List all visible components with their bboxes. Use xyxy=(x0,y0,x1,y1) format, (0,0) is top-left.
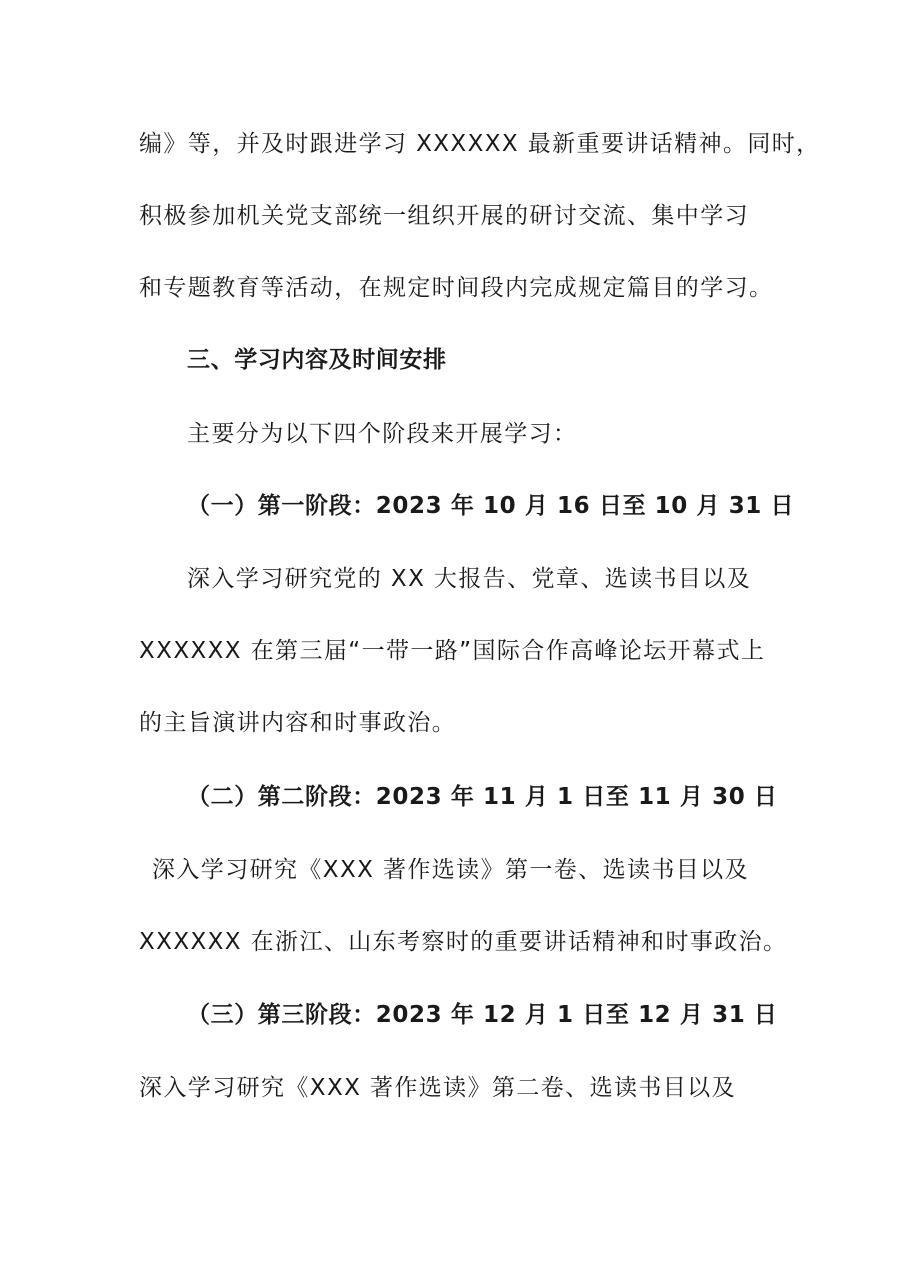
paragraph-line: 积极参加机关党支部统一组织开展的研讨交流、集中学习 xyxy=(139,203,749,229)
phase1-line: 的主旨演讲内容和时事政治。 xyxy=(139,710,457,736)
phase3-heading: （三）第三阶段：2023 年 12 月 1 日至 12 月 31 日 xyxy=(187,1002,778,1028)
section-heading: 三、学习内容及时间安排 xyxy=(187,347,447,373)
phase1-line: 深入学习研究党的 XX 大报告、党章、选读书目以及 xyxy=(187,566,752,592)
phase1-heading: （一）第一阶段：2023 年 10 月 16 日至 10 月 31 日 xyxy=(187,493,795,519)
phase2-line: XXXXXX 在浙江、山东考察时的重要讲话精神和时事政治。 xyxy=(139,929,788,955)
paragraph-line: 编》等，并及时跟进学习 XXXXXX 最新重要讲话精神。同时， xyxy=(139,131,821,157)
intro-text: 主要分为以下四个阶段来开展学习： xyxy=(187,421,578,447)
phase2-line: 深入学习研究《XXX 著作选读》第一卷、选读书目以及 xyxy=(152,857,749,883)
paragraph-line: 和专题教育等活动，在规定时间段内完成规定篇目的学习。 xyxy=(139,275,774,301)
phase2-heading: （二）第二阶段：2023 年 11 月 1 日至 11 月 30 日 xyxy=(187,784,778,810)
phase3-line: 深入学习研究《XXX 著作选读》第二卷、选读书目以及 xyxy=(139,1075,736,1101)
phase1-line: XXXXXX 在第三届“一带一路”国际合作高峰论坛开幕式上 xyxy=(139,638,766,664)
